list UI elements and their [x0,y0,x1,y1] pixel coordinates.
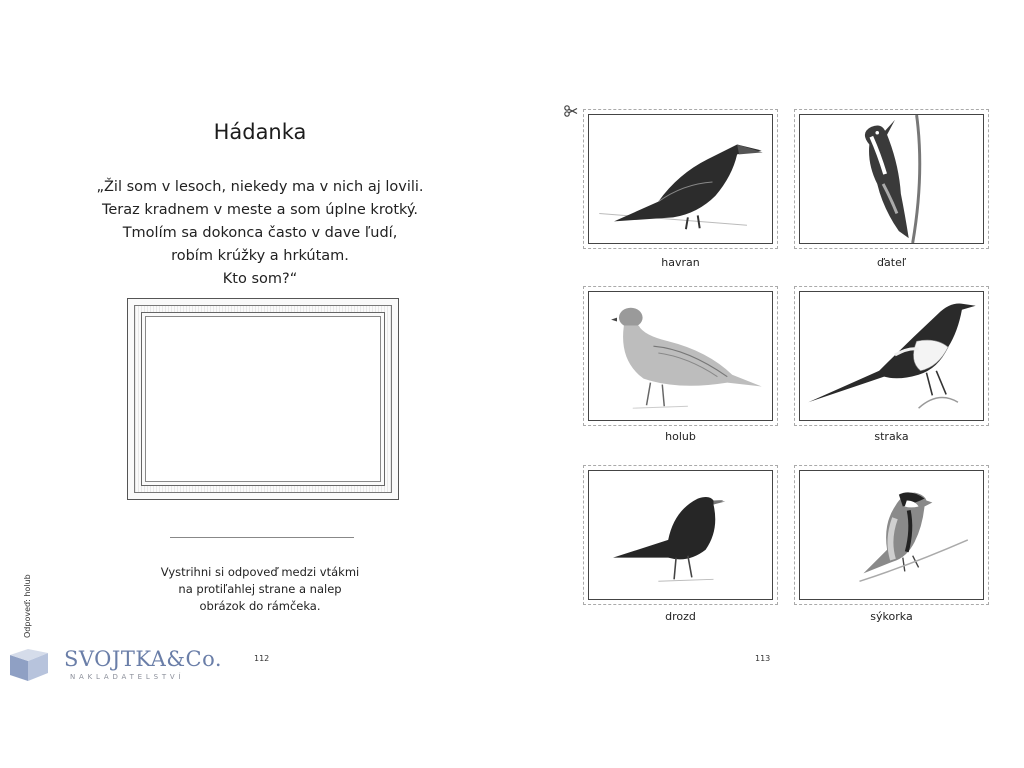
bird-card-magpie[interactable] [794,286,989,426]
bird-label-woodpecker: ďateľ [877,256,906,269]
bird-card-blackbird[interactable] [583,465,778,605]
bird-label-pigeon: holub [665,430,696,443]
publisher-subtitle: NAKLADATELSTVÍ [70,673,185,681]
instruction-line: na protiľahlej strane a nalep [178,582,342,596]
book-logo-icon [8,647,50,683]
answer-hint-vertical: Odpoveď: holub [23,574,32,638]
magpie-icon [800,292,983,420]
riddle-line: „Žil som v lesoch, niekedy ma v nich aj lovili. [96,179,424,195]
riddle-line: Teraz kradnem v meste a som úplne krotký. [101,202,419,218]
great-tit-icon [800,471,983,599]
bird-card-pigeon[interactable] [583,286,778,426]
riddle-line: Tmolím sa dokonca často v dave ľudí, [122,225,398,241]
woodpecker-icon [800,115,983,243]
page-title: Hádanka [213,120,307,144]
bird-label-blackbird: drozd [665,610,696,623]
frame-empty-area [145,316,381,482]
publisher-logo [8,644,223,684]
riddle-line: Kto som?“ [222,271,298,287]
bird-card-raven[interactable] [583,109,778,249]
instruction-line: Vystrihni si odpoveď medzi vtákmi [160,565,360,579]
page-number-right: 113 [755,654,771,663]
pigeon-icon [589,292,772,420]
right-page [512,0,1024,768]
bird-label-great-tit: sýkorka [870,610,913,623]
bird-card-woodpecker[interactable] [794,109,989,249]
publisher-name: SVOJTKA&Co. [64,647,223,671]
riddle-line: robím krúžky a hrkútam. [171,248,349,264]
riddle-text [60,176,460,291]
answer-line [170,537,354,538]
bird-card-great-tit[interactable] [794,465,989,605]
instruction-line: obrázok do rámčeka. [199,599,321,613]
scissors-icon [564,104,578,118]
bird-label-magpie: straka [874,430,909,443]
blackbird-icon [589,471,772,599]
raven-icon [589,115,772,243]
bird-label-raven: havran [661,256,700,269]
instruction-text [110,564,410,615]
page-number-left: 112 [254,654,270,663]
picture-frame [127,298,399,500]
